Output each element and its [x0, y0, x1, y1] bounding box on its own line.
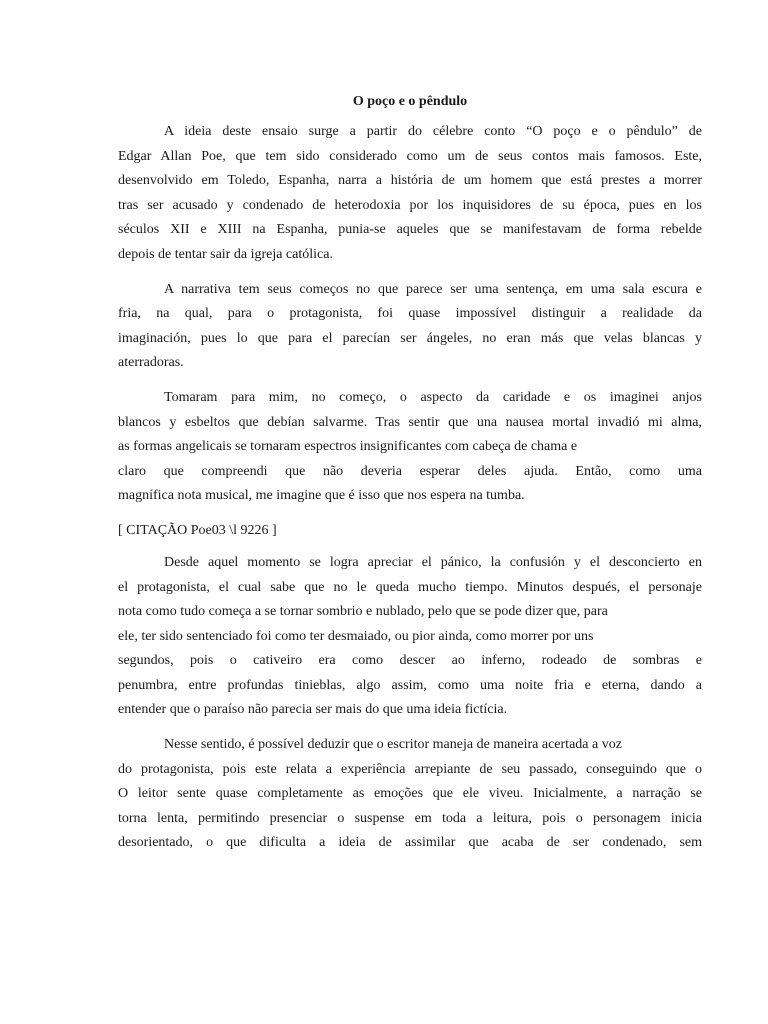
text-line: A narrativa tem seus começos no que parece ser uma sentença, em uma sala escura e [164, 281, 702, 297]
text-line: desenvolvido em Toledo, Espanha, narra a história de um homem que está prestes a morrer [118, 173, 702, 189]
text-line: nota como tudo começa a se tornar sombrio e nublado, pelo que se pode dizer que, para [118, 604, 608, 620]
text-line: imaginación, pues lo que para el parecían ser ángeles, no eran más que velas blancas y [118, 330, 702, 346]
text-line: desorientado, o que dificulta a ideia de assimilar que acaba de ser condenado, sem [118, 835, 702, 851]
text-line: Desde aquel momento se logra apreciar el pánico, la confusión y el desconcierto en [164, 554, 702, 570]
text-line: séculos XII e XIII na Espanha, punia-se aqueles que se manifestavam de forma rebelde [118, 222, 702, 238]
text-line: do protagonista, pois este relata a experiência arrepiante de seu passado, conseguindo que o [118, 761, 702, 777]
text-line: O leitor sente quase completamente as emoções que ele viveu. Inicialmente, a narração se [118, 786, 702, 802]
text-line: fria, na qual, para o protagonista, foi quase impossível distinguir a realidade da [118, 306, 702, 322]
text-line: entender que o paraíso não parecia ser mais do que uma ideia fictícia. [118, 702, 508, 718]
paragraph [118, 278, 702, 376]
text-line: Tomaram para mim, no começo, o aspecto da caridade e os imaginei anjos [164, 389, 702, 405]
text-line: ele, ter sido sentenciado foi como ter desmaiado, ou pior ainda, como morrer por uns [118, 628, 594, 644]
text-line: depois de tentar sair da igreja católica. [118, 246, 333, 262]
text-line: tras ser acusado y condenado de heterodoxia por los inquisidores de su época, pues en los [118, 197, 702, 213]
text-line: segundos, pois o cativeiro era como descer ao inferno, rodeado de sombras e [118, 653, 702, 669]
text-line: as formas angelicais se tornaram espectros insignificantes com cabeça de chama e [118, 439, 578, 455]
citation-field: [ CITAÇÃO Poe03 \l 9226 ] [118, 522, 277, 538]
paragraph [118, 120, 702, 268]
text-line: aterradoras. [118, 355, 184, 371]
text-line: A ideia deste ensaio surge a partir do célebre conto “O poço e o pêndulo” de [164, 124, 702, 139]
text-line: penumbra, entre profundas tinieblas, algo assim, como uma noite fria e eterna, dando a [118, 677, 702, 693]
text-line: magnífica nota musical, me imagine que é isso que nos espera na tumba. [118, 488, 525, 504]
paragraph [118, 386, 702, 509]
text-line: Edgar Allan Poe, que tem sido considerado como um de seus contos mais famosos. Este, [118, 148, 702, 164]
text-line: el protagonista, el cual sabe que no le queda mucho tiempo. Minutos después, el personaje [118, 579, 702, 595]
text-line: blancos y esbeltos que debían salvarme. Tras sentir que una nausea mortal invadió mi alma, [118, 414, 702, 430]
paragraph [118, 733, 702, 856]
text-line: torna lenta, permitindo presenciar o suspense em toda a leitura, pois o personagem inicia [118, 810, 702, 826]
text-line: Nesse sentido, é possível deduzir que o escritor maneja de maneira acertada a voz [164, 737, 622, 753]
paragraph [118, 551, 702, 723]
document-page [118, 92, 702, 866]
text-line: claro que compreendi que não deveria esperar deles ajuda. Então, como uma [118, 463, 702, 479]
document-title: O poço e o pêndulo [352, 94, 468, 109]
